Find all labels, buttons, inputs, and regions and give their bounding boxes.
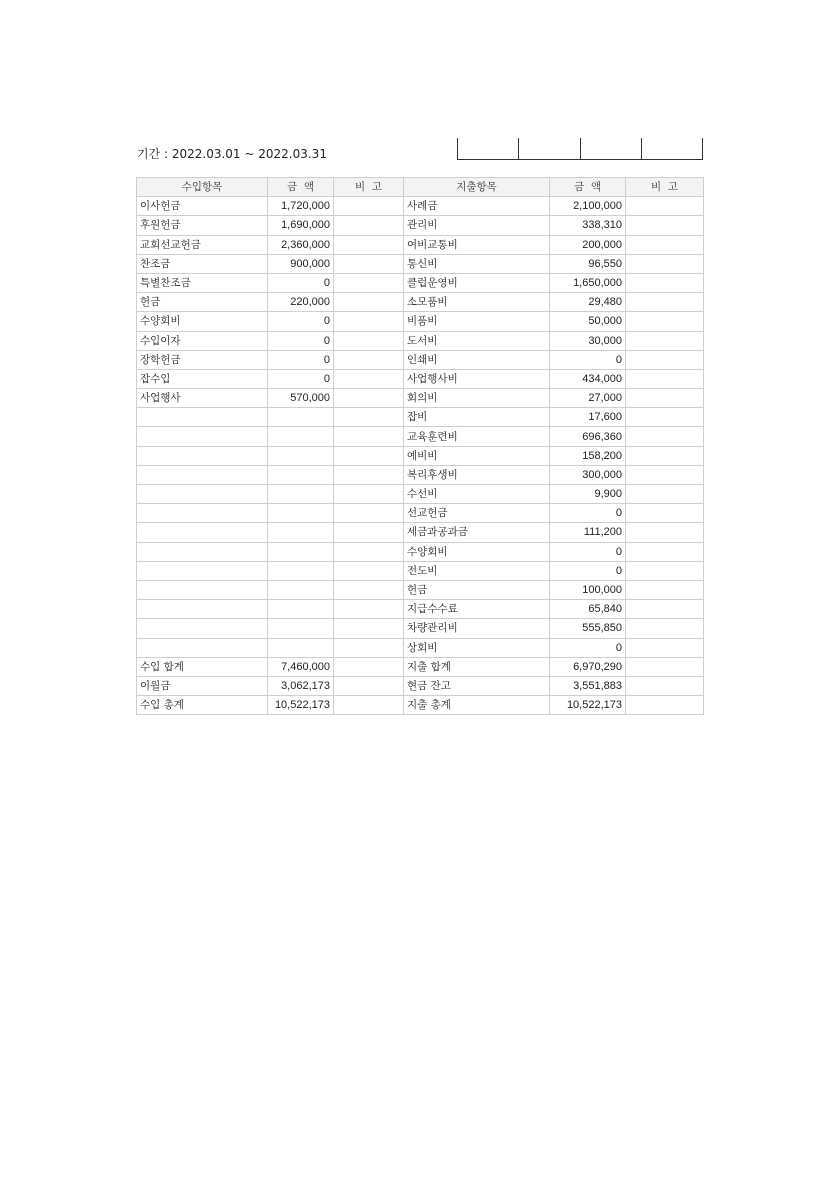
table-row	[137, 523, 704, 542]
expense-note-cell	[626, 446, 704, 465]
income-amount-cell	[268, 485, 334, 504]
expense-note-cell	[626, 427, 704, 446]
income-amount-cell: 1,690,000	[268, 216, 334, 235]
expense-item-cell: 상회비	[404, 638, 550, 657]
income-item-cell	[137, 542, 268, 561]
table-row	[137, 465, 704, 484]
income-item-cell	[137, 580, 268, 599]
expense-note-cell	[626, 638, 704, 657]
expense-amount-header: 금 액	[550, 178, 626, 197]
expense-note-cell	[626, 619, 704, 638]
expense-amount-cell: 434,000	[550, 369, 626, 388]
income-note-cell	[334, 657, 404, 676]
expense-amount-cell: 200,000	[550, 235, 626, 254]
income-item-cell: 찬조금	[137, 254, 268, 273]
approval-cell	[642, 138, 702, 159]
expense-note-cell	[626, 273, 704, 292]
expense-amount-cell: 555,850	[550, 619, 626, 638]
income-amount-cell: 10,522,173	[268, 696, 334, 715]
approval-cell	[458, 138, 519, 159]
table-row	[137, 254, 704, 273]
income-amount-cell	[268, 638, 334, 657]
income-amount-cell: 570,000	[268, 389, 334, 408]
income-note-cell	[334, 427, 404, 446]
expense-amount-cell: 100,000	[550, 580, 626, 599]
income-note-cell	[334, 273, 404, 292]
expense-note-cell	[626, 600, 704, 619]
table-row	[137, 542, 704, 561]
income-amount-cell: 0	[268, 331, 334, 350]
expense-note-cell	[626, 216, 704, 235]
table-row	[137, 293, 704, 312]
expense-amount-cell: 30,000	[550, 331, 626, 350]
expense-note-cell	[626, 293, 704, 312]
income-item-cell	[137, 465, 268, 484]
table-row	[137, 216, 704, 235]
income-amount-header: 금 액	[268, 178, 334, 197]
income-note-cell	[334, 638, 404, 657]
income-amount-cell	[268, 580, 334, 599]
income-item-cell: 수입 합계	[137, 657, 268, 676]
income-note-cell	[334, 465, 404, 484]
expense-item-cell: 인쇄비	[404, 350, 550, 369]
expense-amount-cell: 3,551,883	[550, 676, 626, 695]
approval-cell	[519, 138, 580, 159]
expense-item-cell: 현금 잔고	[404, 676, 550, 695]
expense-note-cell	[626, 657, 704, 676]
income-amount-cell: 7,460,000	[268, 657, 334, 676]
ledger-table	[136, 177, 704, 715]
expense-note-cell	[626, 542, 704, 561]
income-amount-cell	[268, 600, 334, 619]
expense-item-cell: 잡비	[404, 408, 550, 427]
table-row	[137, 600, 704, 619]
income-note-cell	[334, 580, 404, 599]
income-note-cell	[334, 235, 404, 254]
income-amount-cell: 0	[268, 369, 334, 388]
expense-amount-cell: 17,600	[550, 408, 626, 427]
expense-item-cell: 전도비	[404, 561, 550, 580]
expense-item-cell: 회의비	[404, 389, 550, 408]
income-amount-cell	[268, 542, 334, 561]
expense-amount-cell: 111,200	[550, 523, 626, 542]
expense-amount-cell: 0	[550, 638, 626, 657]
expense-item-cell: 사업행사비	[404, 369, 550, 388]
expense-item-cell: 선교헌금	[404, 504, 550, 523]
expense-item-cell: 소모품비	[404, 293, 550, 312]
table-row	[137, 350, 704, 369]
income-item-cell: 교회선교헌금	[137, 235, 268, 254]
income-note-header: 비 고	[334, 178, 404, 197]
expense-note-cell	[626, 561, 704, 580]
expense-note-cell	[626, 676, 704, 695]
income-item-cell: 수입이자	[137, 331, 268, 350]
expense-amount-cell: 50,000	[550, 312, 626, 331]
table-row	[137, 580, 704, 599]
income-amount-cell	[268, 408, 334, 427]
income-note-cell	[334, 504, 404, 523]
approval-cell	[581, 138, 642, 159]
income-item-cell: 이월금	[137, 676, 268, 695]
expense-amount-cell: 338,310	[550, 216, 626, 235]
income-amount-cell: 3,062,173	[268, 676, 334, 695]
expense-note-header: 비 고	[626, 178, 704, 197]
expense-item-cell: 지급수수료	[404, 600, 550, 619]
expense-amount-cell: 0	[550, 542, 626, 561]
expense-amount-cell: 2,100,000	[550, 197, 626, 216]
expense-item-header: 지출항목	[404, 178, 550, 197]
expense-amount-cell: 27,000	[550, 389, 626, 408]
income-note-cell	[334, 293, 404, 312]
expense-item-cell: 예비비	[404, 446, 550, 465]
expense-amount-cell: 65,840	[550, 600, 626, 619]
expense-amount-cell: 9,900	[550, 485, 626, 504]
table-row	[137, 235, 704, 254]
expense-note-cell	[626, 235, 704, 254]
expense-item-cell: 헌금	[404, 580, 550, 599]
expense-amount-cell: 10,522,173	[550, 696, 626, 715]
income-note-cell	[334, 542, 404, 561]
table-row	[137, 427, 704, 446]
expense-note-cell	[626, 408, 704, 427]
expense-amount-cell: 6,970,290	[550, 657, 626, 676]
ledger-body	[137, 197, 704, 715]
expense-amount-cell: 696,360	[550, 427, 626, 446]
income-item-cell	[137, 408, 268, 427]
expense-note-cell	[626, 389, 704, 408]
expense-note-cell	[626, 312, 704, 331]
expense-item-cell: 교육훈련비	[404, 427, 550, 446]
income-note-cell	[334, 350, 404, 369]
expense-note-cell	[626, 369, 704, 388]
table-row	[137, 676, 704, 695]
expense-amount-cell: 158,200	[550, 446, 626, 465]
expense-item-cell: 사례금	[404, 197, 550, 216]
income-note-cell	[334, 312, 404, 331]
expense-amount-cell: 300,000	[550, 465, 626, 484]
income-note-cell	[334, 523, 404, 542]
income-amount-cell	[268, 561, 334, 580]
expense-note-cell	[626, 504, 704, 523]
expense-note-cell	[626, 254, 704, 273]
income-item-cell: 특별찬조금	[137, 273, 268, 292]
income-item-cell: 이사헌금	[137, 197, 268, 216]
table-row	[137, 197, 704, 216]
income-note-cell	[334, 446, 404, 465]
expense-note-cell	[626, 523, 704, 542]
expense-item-cell: 지출 총계	[404, 696, 550, 715]
income-item-cell: 잡수입	[137, 369, 268, 388]
income-amount-cell: 2,360,000	[268, 235, 334, 254]
header-row	[137, 178, 704, 197]
table-row	[137, 273, 704, 292]
expense-item-cell: 관리비	[404, 216, 550, 235]
approval-box	[457, 138, 703, 160]
income-amount-cell: 220,000	[268, 293, 334, 312]
income-item-cell	[137, 427, 268, 446]
income-item-header: 수입항목	[137, 178, 268, 197]
income-amount-cell: 1,720,000	[268, 197, 334, 216]
expense-item-cell: 차량관리비	[404, 619, 550, 638]
period-label: 기간 : 2022.03.01 ~ 2022.03.31	[137, 147, 327, 161]
income-amount-cell: 0	[268, 273, 334, 292]
income-item-cell: 장학헌금	[137, 350, 268, 369]
expense-note-cell	[626, 197, 704, 216]
income-note-cell	[334, 408, 404, 427]
income-item-cell	[137, 561, 268, 580]
expense-item-cell: 수선비	[404, 485, 550, 504]
income-note-cell	[334, 485, 404, 504]
expense-item-cell: 지출 합계	[404, 657, 550, 676]
expense-item-cell: 통신비	[404, 254, 550, 273]
income-amount-cell	[268, 446, 334, 465]
expense-item-cell: 도서비	[404, 331, 550, 350]
income-note-cell	[334, 676, 404, 695]
income-item-cell	[137, 638, 268, 657]
income-item-cell: 헌금	[137, 293, 268, 312]
income-amount-cell	[268, 427, 334, 446]
income-item-cell	[137, 600, 268, 619]
table-row	[137, 312, 704, 331]
income-item-cell	[137, 523, 268, 542]
expense-amount-cell: 0	[550, 504, 626, 523]
expense-note-cell	[626, 696, 704, 715]
income-amount-cell: 0	[268, 350, 334, 369]
income-note-cell	[334, 254, 404, 273]
income-note-cell	[334, 696, 404, 715]
income-note-cell	[334, 216, 404, 235]
income-item-cell: 수입 총계	[137, 696, 268, 715]
income-amount-cell: 0	[268, 312, 334, 331]
expense-note-cell	[626, 465, 704, 484]
expense-amount-cell: 0	[550, 350, 626, 369]
expense-item-cell: 복리후생비	[404, 465, 550, 484]
income-note-cell	[334, 389, 404, 408]
expense-note-cell	[626, 350, 704, 369]
table-row	[137, 485, 704, 504]
income-amount-cell	[268, 619, 334, 638]
table-row	[137, 504, 704, 523]
expense-item-cell: 수양회비	[404, 542, 550, 561]
income-item-cell	[137, 504, 268, 523]
table-row	[137, 696, 704, 715]
expense-amount-cell: 0	[550, 561, 626, 580]
income-note-cell	[334, 561, 404, 580]
income-amount-cell	[268, 523, 334, 542]
income-amount-cell	[268, 465, 334, 484]
table-row	[137, 446, 704, 465]
expense-amount-cell: 1,650,000	[550, 273, 626, 292]
expense-note-cell	[626, 580, 704, 599]
income-item-cell	[137, 446, 268, 465]
income-note-cell	[334, 600, 404, 619]
table-row	[137, 619, 704, 638]
income-item-cell	[137, 619, 268, 638]
income-item-cell: 사업행사	[137, 389, 268, 408]
expense-item-cell: 세금과공과금	[404, 523, 550, 542]
expense-item-cell: 비품비	[404, 312, 550, 331]
income-note-cell	[334, 197, 404, 216]
expense-item-cell: 클럽운영비	[404, 273, 550, 292]
income-item-cell	[137, 485, 268, 504]
income-amount-cell	[268, 504, 334, 523]
table-row	[137, 331, 704, 350]
income-item-cell: 수양회비	[137, 312, 268, 331]
table-row	[137, 638, 704, 657]
table-row	[137, 561, 704, 580]
expense-item-cell: 여비교통비	[404, 235, 550, 254]
income-amount-cell: 900,000	[268, 254, 334, 273]
expense-amount-cell: 96,550	[550, 254, 626, 273]
income-note-cell	[334, 619, 404, 638]
table-row	[137, 369, 704, 388]
expense-note-cell	[626, 485, 704, 504]
income-note-cell	[334, 369, 404, 388]
income-note-cell	[334, 331, 404, 350]
expense-amount-cell: 29,480	[550, 293, 626, 312]
income-item-cell: 후원헌금	[137, 216, 268, 235]
table-row	[137, 389, 704, 408]
expense-note-cell	[626, 331, 704, 350]
total-row	[137, 657, 704, 676]
table-row	[137, 408, 704, 427]
